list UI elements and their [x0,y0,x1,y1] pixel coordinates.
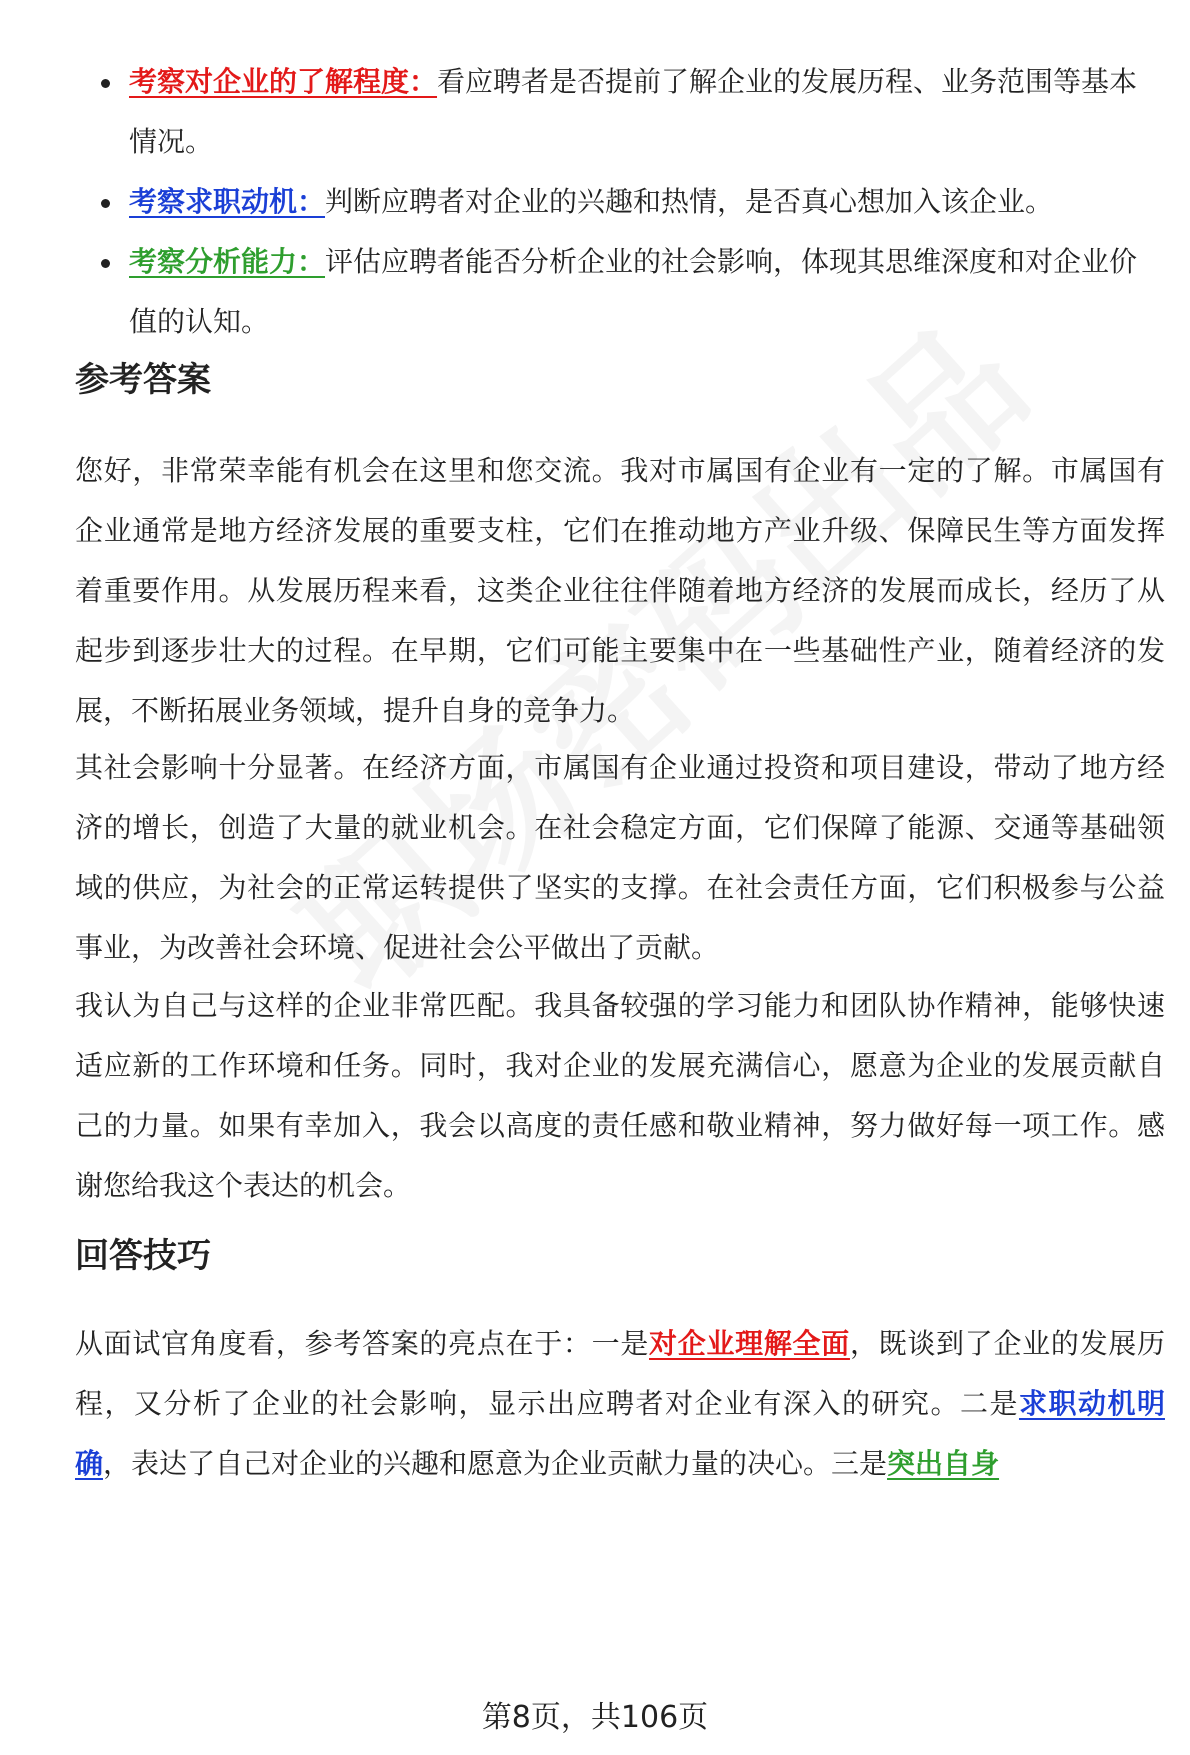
reference-answer-heading: 参考答案 [75,360,211,400]
assessment-points-list [75,52,1165,352]
point-lead: 考察对企业的了解程度： [129,65,438,98]
highlight-understanding: 对企业理解全面 [649,1327,850,1360]
point-text: 判断应聘者对企业的兴趣和热情，是否真心想加入该企业。 [325,185,1054,218]
answer-paragraph: 您好，非常荣幸能有机会在这里和您交流。我对市属国有企业有一定的了解。市属国有企业通常是地方经济发展的重要支柱，它们在推动地方产业升级、保障民生等方面发挥着重要作用。从发展历程来看，这类企业往往伴随着地方经济的发展而成长，经历了从起步到逐步壮大的过程。在早期，它们可能主要集中在一些基础性产业，随着经济的发展，不断拓展业务领域，提升自身的竞争力。 [75,454,1165,727]
tips-text: 从面试官角度看，参考答案的亮点在于：一是 [75,1327,650,1360]
highlight-self: 突出自身 [887,1447,1000,1480]
tips-text: ，既谈到了企业的发展历程，又分析了企业的社会影响，显示出应聘者对企业有深入的研究。二是 [75,1327,1165,1420]
list-item [75,232,1165,352]
list-item [75,172,1165,232]
point-text: 看应聘者是否提前了解企业的发展历程、业务范围等基本情况。 [129,65,1138,158]
bullet-icon [101,259,110,268]
highlight-motivation: 求职动机明确 [75,1387,1165,1480]
tips-text: ，表达了自己对企业的兴趣和愿意为企业贡献力量的决心。三是 [103,1447,888,1480]
answer-paragraph: 其社会影响十分显著。在经济方面，市属国有企业通过投资和项目建设，带动了地方经济的增长，创造了大量的就业机会。在社会稳定方面，它们保障了能源、交通等基础领域的供应，为社会的正常运转提供了坚实的支撑。在社会责任方面，它们积极参与公益事业，为改善社会环境、促进社会公平做出了贡献。 [75,751,1165,964]
bullet-icon [101,199,110,208]
answer-tips-heading: 回答技巧 [75,1236,211,1276]
page-number: 第8页，共106页 [481,1700,709,1735]
point-lead: 考察求职动机： [129,185,326,218]
point-lead: 考察分析能力： [129,245,326,278]
answer-paragraph: 我认为自己与这样的企业非常匹配。我具备较强的学习能力和团队协作精神，能够快速适应新的工作环境和任务。同时，我对企业的发展充满信心，愿意为企业的发展贡献自己的力量。如果有幸加入，我会以高度的责任感和敬业精神，努力做好每一项工作。感谢您给我这个表达的机会。 [75,989,1165,1202]
list-item [75,52,1165,172]
point-text: 评估应聘者能否分析企业的社会影响，体现其思维深度和对企业价值的认知。 [129,245,1138,338]
bullet-icon [101,79,110,88]
tips-paragraph [75,1314,1165,1494]
